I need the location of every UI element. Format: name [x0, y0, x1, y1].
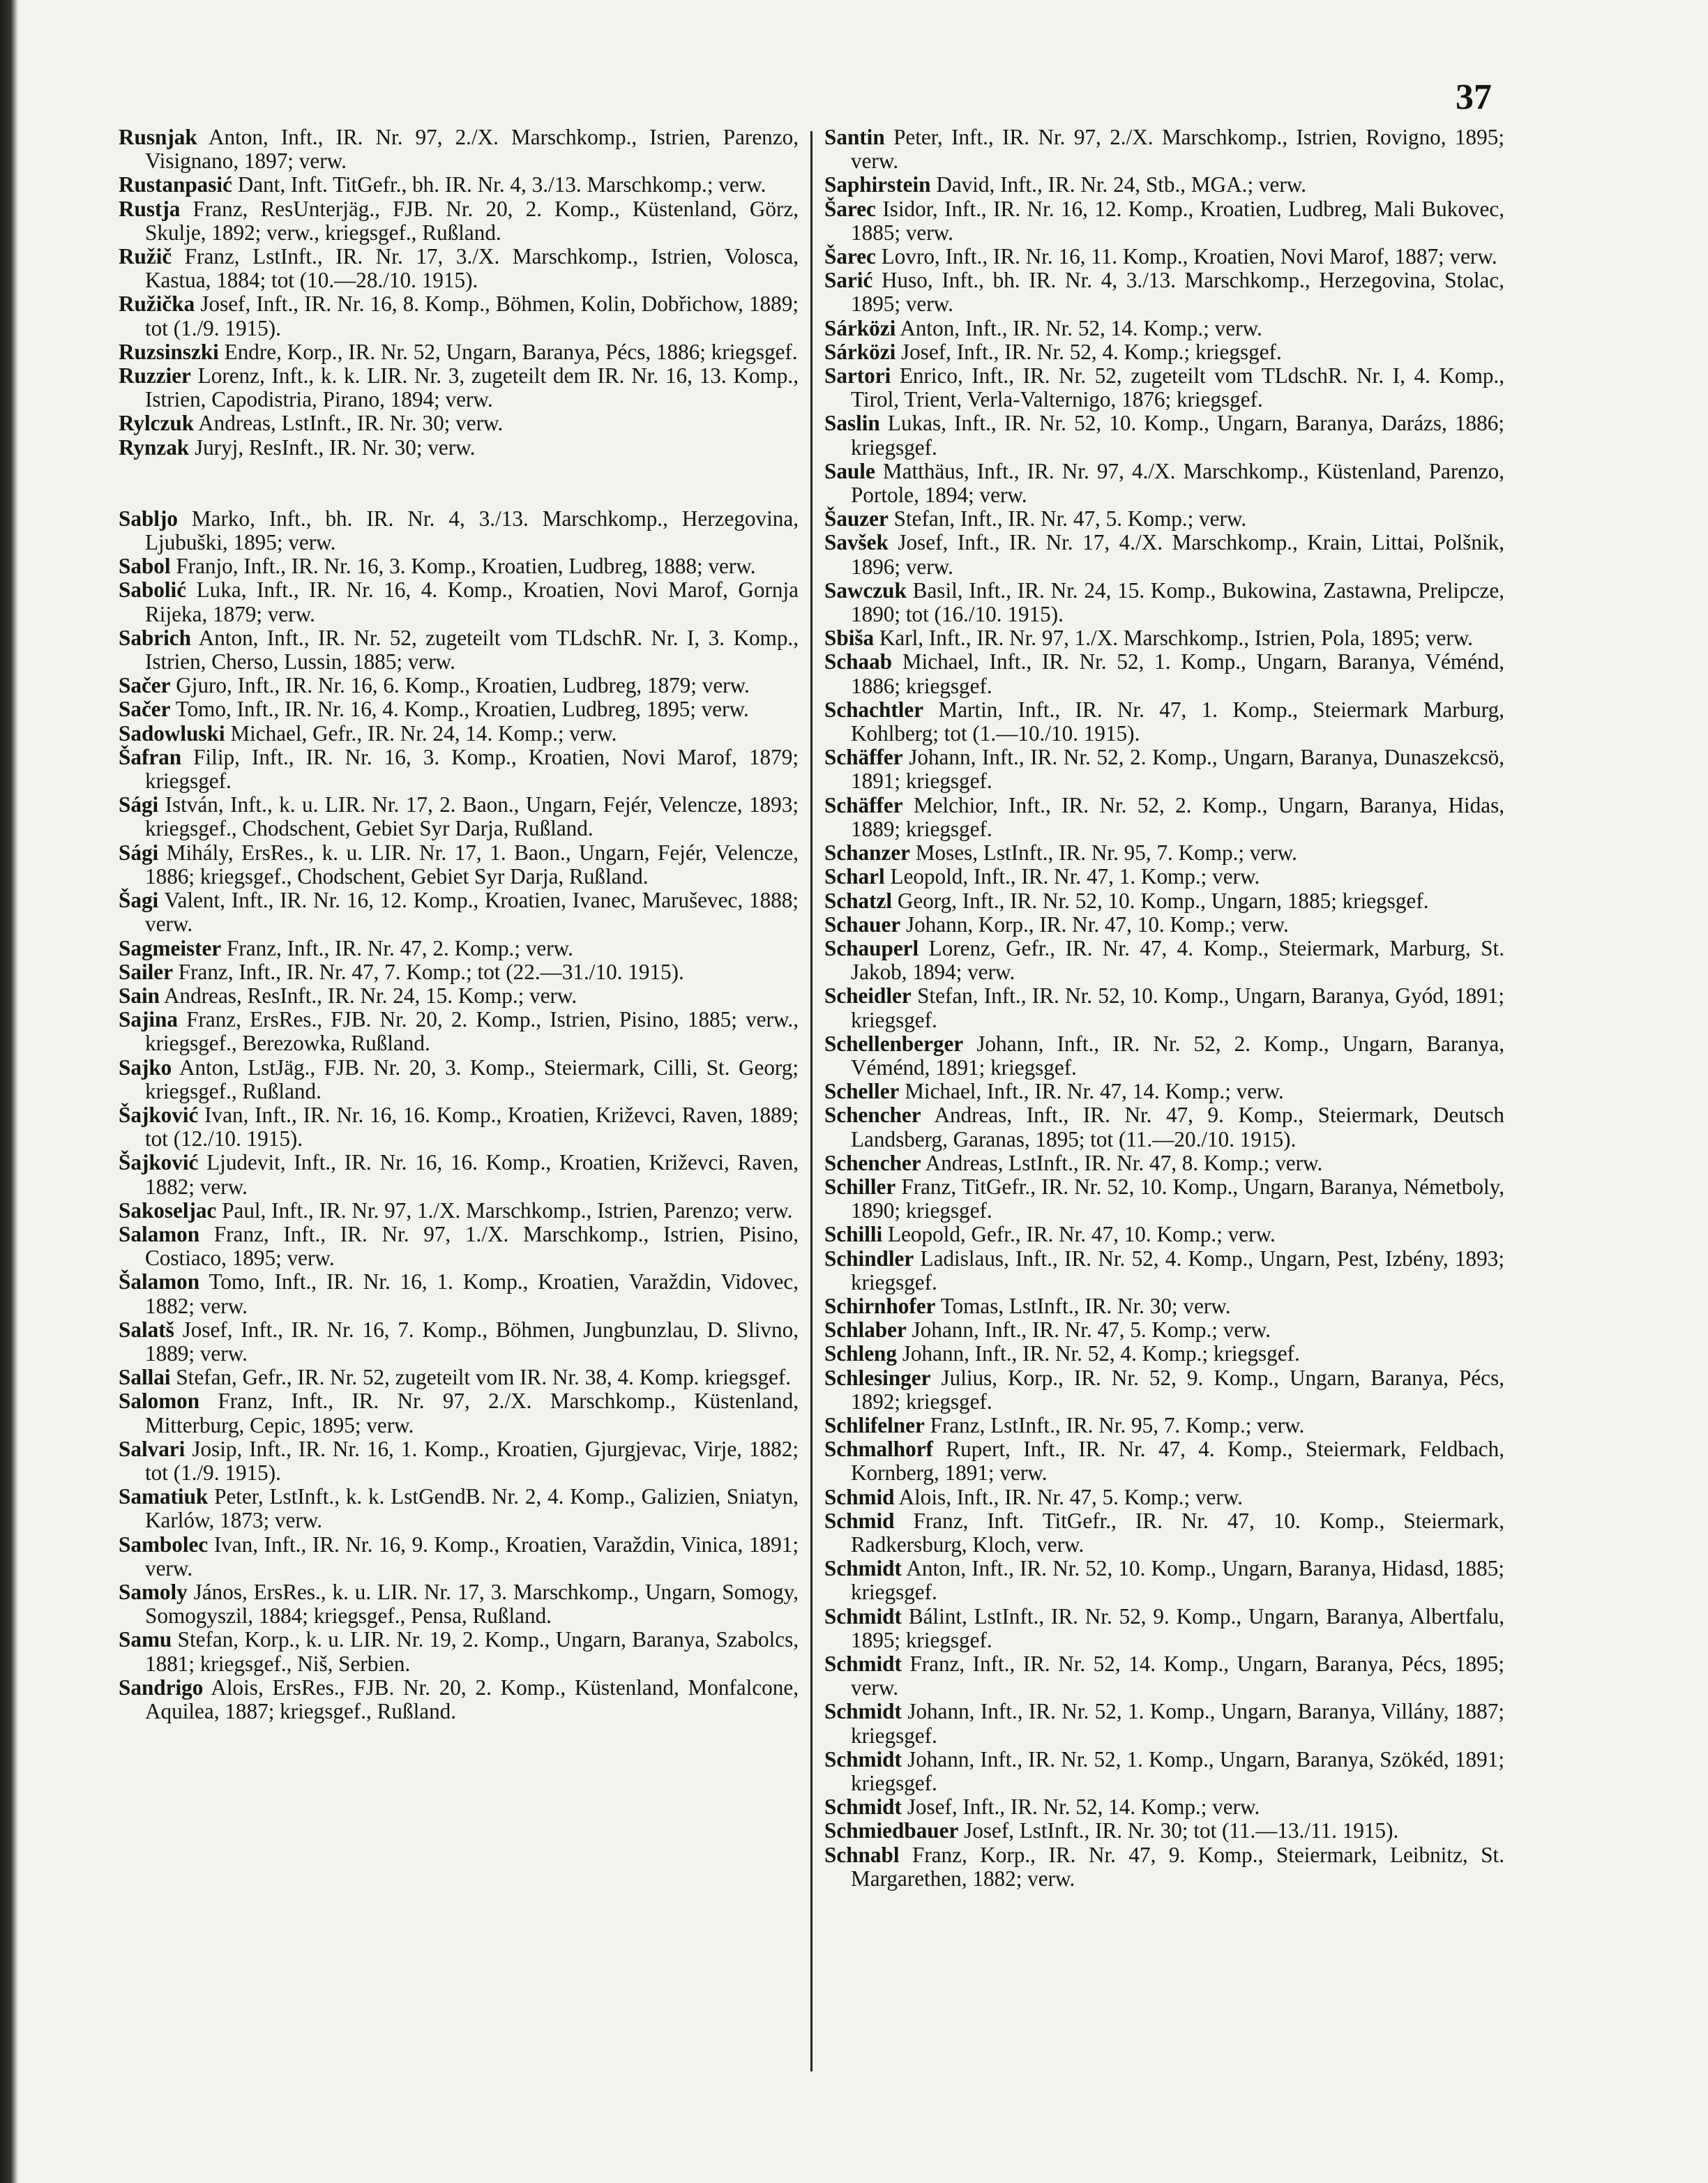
entry-surname: Sabol — [119, 554, 171, 579]
right-column — [824, 126, 1504, 1891]
entry-surname: Šafran — [119, 744, 182, 769]
entry-surname: Saphirstein — [824, 172, 931, 197]
entry-details: Moses, LstInft., IR. Nr. 95, 7. Komp.; verw. — [915, 840, 1297, 866]
entry-surname: Samu — [119, 1627, 172, 1652]
entry-details: Ivan, Inft., IR. Nr. 16, 16. Komp., Kroatien, Križevci, Raven, 1889; tot (12./10. 1915). — [145, 1102, 799, 1151]
entry-surname: Sawczuk — [824, 577, 907, 603]
entry-surname: Sbiša — [824, 626, 875, 651]
casualty-entry — [824, 1223, 1504, 1246]
entry-surname: Šajković — [119, 1102, 199, 1127]
entry-surname: Sági — [119, 792, 159, 817]
entry-surname: Schäffer — [824, 792, 903, 817]
page-binding-edge — [0, 0, 18, 2183]
casualty-entry — [824, 1032, 1504, 1080]
casualty-entry — [119, 1199, 799, 1223]
casualty-entry — [119, 1437, 799, 1485]
entry-surname: Sailer — [119, 959, 173, 984]
casualty-entry — [119, 674, 799, 697]
entry-surname: Šauzer — [824, 506, 889, 531]
entry-surname: Schmidt — [824, 1603, 902, 1629]
entry-details: Michael, Gefr., IR. Nr. 24, 14. Komp.; verw. — [230, 720, 617, 746]
entry-surname: Schmidt — [824, 1556, 902, 1581]
casualty-entry — [824, 1557, 1504, 1604]
entry-details: Stefan, Inft., IR. Nr. 52, 10. Komp., Ungarn, Baranya, Gyód, 1891; kriegsgef. — [851, 983, 1505, 1032]
entry-surname: Schmidt — [824, 1652, 902, 1676]
entry-surname: Santin — [824, 125, 885, 149]
entry-details: Johann, Inft., IR. Nr. 52, 2. Komp., Ungarn, Baranya, Véménd, 1891; kriegsgef. — [851, 1031, 1504, 1080]
entry-surname: Sárközi — [824, 339, 896, 364]
entry-details: Franz, TitGefr., IR. Nr. 52, 10. Komp., Ungarn, Baranya, Németboly, 1890; kriegsgef. — [851, 1174, 1504, 1223]
entry-surname: Rylczuk — [119, 411, 195, 436]
entry-details: Franz, Inft., IR. Nr. 47, 7. Komp.; tot (22.—31./10. 1915). — [178, 959, 684, 984]
entry-details: Alois, Inft., IR. Nr. 47, 5. Komp.; verw. — [898, 1484, 1244, 1509]
entry-surname: Scharl — [824, 864, 885, 889]
casualty-entry — [824, 1795, 1504, 1819]
casualty-entry — [119, 554, 799, 578]
entry-details: Franz, Inft., IR. Nr. 97, 1./X. Marschkomp., Istrien, Pisino, Costiaco, 1895; verw. — [145, 1221, 799, 1271]
left-column-section-r — [119, 126, 799, 460]
casualty-entry — [119, 1151, 799, 1198]
entry-details: Georg, Inft., IR. Nr. 52, 10. Komp., Ungarn, 1885; kriegsgef. — [897, 888, 1429, 913]
entry-details: Bálint, LstInft., IR. Nr. 52, 9. Komp., Ungarn, Baranya, Albertfalu, 1895; kriegsgef. — [851, 1603, 1504, 1652]
entry-details: Ladislaus, Inft., IR. Nr. 52, 4. Komp., Ungarn, Pest, Izbény, 1893; kriegsgef. — [851, 1246, 1505, 1294]
casualty-entry — [119, 1389, 799, 1437]
entry-details: Filip, Inft., IR. Nr. 16, 3. Komp., Kroatien, Novi Marof, 1879; kriegsgef. — [145, 744, 799, 794]
casualty-entry — [119, 960, 799, 984]
casualty-entry — [119, 1580, 799, 1628]
entry-surname: Schmidt — [824, 1699, 902, 1724]
entry-details: István, Inft., k. u. LIR. Nr. 17, 2. Baon., Ungarn, Fejér, Velencze, 1893; kriegsgef., Chodschent, Gebiet Syr Darja, Rußland. — [145, 792, 799, 841]
entry-surname: Šalamon — [119, 1269, 200, 1294]
casualty-entry — [824, 937, 1504, 984]
entry-surname: Schaab — [824, 649, 893, 674]
entry-surname: Schmid — [824, 1484, 895, 1509]
casualty-entry — [824, 1294, 1504, 1318]
casualty-entry — [824, 1486, 1504, 1509]
casualty-entry — [119, 411, 799, 435]
entry-details: Leopold, Gefr., IR. Nr. 47, 10. Komp.; verw. — [888, 1222, 1276, 1247]
entry-surname: Sain — [119, 983, 160, 1008]
entry-surname: Sajko — [119, 1055, 172, 1080]
entry-details: Valent, Inft., IR. Nr. 16, 12. Komp., Kroatien, Ivanec, Maruševec, 1888; verw. — [145, 888, 799, 937]
entry-details: Tomo, Inft., IR. Nr. 16, 1. Komp., Kroatien, Varaždin, Vidovec, 1882; verw. — [145, 1269, 799, 1318]
entry-details: Lorenz, Gefr., IR. Nr. 47, 4. Komp., Steiermark, Marburg, St. Jakob, 1894; verw. — [851, 935, 1505, 985]
casualty-entry — [824, 746, 1504, 793]
casualty-entry — [119, 126, 799, 173]
entry-details: Peter, LstInft., k. k. LstGendB. Nr. 2, 4. Komp., Galizien, Sniatyn, Karlów, 1873; verw. — [145, 1484, 799, 1533]
entry-details: Franjo, Inft., IR. Nr. 16, 3. Komp., Kroatien, Ludbreg, 1888; verw. — [176, 554, 756, 579]
entry-details: Franz, ResUnterjäg., FJB. Nr. 20, 2. Komp., Küstenland, Görz, Skulje, 1892; verw., kriegsgef., Rußland. — [145, 196, 799, 245]
entry-details: Josef, LstInft., IR. Nr. 30; tot (11.—13./11. 1915). — [964, 1818, 1399, 1843]
casualty-entry — [119, 578, 799, 626]
entry-surname: Schanzer — [824, 840, 910, 866]
entry-details: David, Inft., IR. Nr. 24, Stb., MGA.; verw. — [936, 172, 1307, 197]
entry-details: Josip, Inft., IR. Nr. 16, 1. Komp., Kroatien, Gjurgjevac, Virje, 1882; tot (1./9. 1915). — [145, 1436, 799, 1485]
entry-surname: Šagi — [119, 888, 159, 913]
entry-surname: Šajković — [119, 1150, 199, 1175]
entry-details: Franz, Inft. TitGefr., IR. Nr. 47, 10. Komp., Steiermark, Radkersburg, Kloch, verw. — [851, 1508, 1505, 1557]
casualty-entry — [824, 1652, 1504, 1700]
entry-surname: Samatiuk — [119, 1484, 209, 1509]
casualty-entry — [824, 269, 1504, 316]
entry-details: Paul, Inft., IR. Nr. 97, 1./X. Marschkomp., Istrien, Parenzo; verw. — [222, 1198, 793, 1223]
casualty-entry — [824, 984, 1504, 1032]
entry-details: Josef, Inft., IR. Nr. 52, 14. Komp.; verw. — [907, 1795, 1260, 1820]
casualty-entry — [119, 626, 799, 674]
entry-details: Ljudevit, Inft., IR. Nr. 16, 16. Komp., Kroatien, Križevci, Raven, 1882; verw. — [145, 1150, 799, 1199]
casualty-entry — [119, 1533, 799, 1580]
entry-surname: Schirnhofer — [824, 1293, 936, 1318]
entry-details: Franz, LstInft., IR. Nr. 95, 7. Komp.; verw. — [930, 1412, 1305, 1437]
casualty-entry — [119, 1103, 799, 1151]
casualty-entry — [119, 436, 799, 460]
casualty-entry — [119, 889, 799, 936]
casualty-entry — [119, 1485, 799, 1532]
entry-surname: Salatš — [119, 1317, 174, 1342]
entry-surname: Sartori — [824, 363, 891, 388]
casualty-entry — [824, 1700, 1504, 1747]
entry-details: Ivan, Inft., IR. Nr. 16, 9. Komp., Kroatien, Varaždin, Vinica, 1891; verw. — [145, 1532, 799, 1580]
entry-details: János, ErsRes., k. u. LIR. Nr. 17, 3. Marschkomp., Ungarn, Somogy, Somogyszil, 1884; kriegsgef., Pensa, Rußland. — [145, 1579, 799, 1629]
entry-details: Johann, Inft., IR. Nr. 52, 1. Komp., Ungarn, Baranya, Szökéd, 1891; kriegsgef. — [851, 1746, 1504, 1796]
entry-surname: Schlaber — [824, 1317, 907, 1343]
entry-surname: Sajina — [119, 1007, 178, 1032]
casualty-entry — [824, 1509, 1504, 1557]
entry-details: Johann, Inft., IR. Nr. 52, 2. Komp., Ungarn, Baranya, Dunaszekcsö, 1891; kriegsgef. — [851, 745, 1504, 794]
casualty-entry — [824, 1175, 1504, 1223]
entry-surname: Sakoseljac — [119, 1198, 217, 1223]
entry-details: Juryj, ResInft., IR. Nr. 30; verw. — [194, 435, 476, 460]
casualty-entry — [824, 411, 1504, 459]
casualty-entry — [824, 1151, 1504, 1175]
entry-details: Anton, Inft., IR. Nr. 52, 14. Komp.; verw. — [900, 315, 1262, 340]
entry-surname: Rynzak — [119, 435, 190, 460]
casualty-entry — [119, 173, 799, 197]
entry-surname: Sabolić — [119, 577, 187, 603]
entry-details: Basil, Inft., IR. Nr. 24, 15. Komp., Bukowina, Zastawna, Prelipcze, 1890; tot (16./10. 1915). — [851, 577, 1505, 627]
entry-surname: Ruzzier — [119, 363, 191, 388]
entry-details: Franz, LstInft., IR. Nr. 17, 3./X. Marschkomp., Istrien, Volosca, Kastua, 1884; tot (10.—28./10. 1915). — [145, 244, 799, 293]
entry-details: Rupert, Inft., IR. Nr. 47, 4. Komp., Steiermark, Feldbach, Kornberg, 1891; verw. — [851, 1437, 1505, 1486]
entry-details: Tomo, Inft., IR. Nr. 16, 4. Komp., Kroatien, Ludbreg, 1895; verw. — [175, 697, 749, 722]
entry-details: Tomas, LstInft., IR. Nr. 30; verw. — [940, 1293, 1231, 1318]
casualty-entry — [824, 841, 1504, 865]
entry-surname: Rustanpasić — [119, 172, 232, 197]
entry-details: Josef, Inft., IR. Nr. 52, 4. Komp.; kriegsgef. — [901, 339, 1282, 364]
casualty-entry — [824, 1414, 1504, 1437]
entry-details: Isidor, Inft., IR. Nr. 16, 12. Komp., Kroatien, Ludbreg, Mali Bukovec, 1885; verw. — [851, 196, 1504, 245]
entry-surname: Sabljo — [119, 506, 178, 531]
casualty-entry — [824, 1437, 1504, 1485]
entry-details: Johann, Inft., IR. Nr. 52, 1. Komp., Ungarn, Baranya, Villány, 1887; kriegsgef. — [851, 1699, 1504, 1748]
entry-surname: Schilli — [824, 1222, 883, 1247]
entry-surname: Sambolec — [119, 1532, 209, 1557]
entry-surname: Sačer — [119, 673, 171, 698]
entry-surname: Sárközi — [824, 315, 896, 340]
entry-surname: Schäffer — [824, 745, 903, 770]
entry-details: Luka, Inft., IR. Nr. 16, 4. Komp., Kroatien, Novi Marof, Gornja Rijeka, 1879; verw. — [145, 577, 799, 626]
casualty-entry — [824, 531, 1504, 578]
entry-surname: Savšek — [824, 530, 889, 555]
entry-details: Andreas, LstInft., IR. Nr. 47, 8. Komp.; verw. — [925, 1150, 1323, 1175]
casualty-entry — [824, 794, 1504, 841]
entry-surname: Schellenberger — [824, 1031, 964, 1056]
casualty-entry — [119, 1223, 799, 1270]
entry-surname: Sarić — [824, 268, 873, 293]
entry-surname: Salamon — [119, 1221, 200, 1246]
entry-details: Anton, LstJäg., FJB. Nr. 20, 3. Komp., Steiermark, Cilli, St. Georg; kriegsgef., Rußland. — [145, 1055, 799, 1103]
entry-details: Stefan, Gefr., IR. Nr. 52, zugeteilt vom IR. Nr. 38, 4. Komp. kriegsgef. — [176, 1365, 792, 1390]
entry-surname: Schmalhorf — [824, 1437, 933, 1462]
entry-details: Peter, Inft., IR. Nr. 97, 2./X. Marschkomp., Istrien, Rovigno, 1895; verw. — [851, 125, 1504, 174]
entry-details: Anton, Inft., IR. Nr. 97, 2./X. Marschkomp., Istrien, Parenzo, Visignano, 1897; verw. — [145, 125, 799, 174]
entry-surname: Schmid — [824, 1508, 895, 1533]
entry-details: Lorenz, Inft., k. k. LIR. Nr. 3, zugeteilt dem IR. Nr. 16, 13. Komp., Istrien, Capodistria, Pirano, 1894; verw. — [145, 363, 799, 412]
entry-details: Andreas, Inft., IR. Nr. 47, 9. Komp., Steiermark, Deutsch Landsberg, Garanas, 1895; tot (11.—20./10. 1915). — [851, 1103, 1504, 1151]
entry-surname: Schiller — [824, 1174, 896, 1199]
entry-surname: Schencher — [824, 1103, 921, 1128]
entry-surname: Salomon — [119, 1389, 200, 1414]
section-gap — [119, 460, 799, 507]
entry-details: Johann, Inft., IR. Nr. 52, 4. Komp.; kriegsgef. — [902, 1341, 1300, 1366]
entry-surname: Schencher — [824, 1150, 921, 1175]
casualty-entry — [824, 865, 1504, 889]
left-column-section-s — [119, 507, 799, 1723]
entry-details: Anton, Inft., IR. Nr. 52, 10. Komp., Ungarn, Baranya, Hidasd, 1885; kriegsgef. — [851, 1556, 1505, 1605]
casualty-entry — [824, 1748, 1504, 1795]
entry-details: Anton, Inft., IR. Nr. 52, zugeteilt vom TLdschR. Nr. I, 3. Komp., Istrien, Cherso, Lussin, 1885; verw. — [145, 625, 799, 674]
casualty-entry — [119, 841, 799, 889]
entry-details: Enrico, Inft., IR. Nr. 52, zugeteilt vom TLdschR. Nr. I, 4. Komp., Tirol, Trient, Verla-Valternigo, 1876; kriegsgef. — [851, 363, 1505, 412]
entry-surname: Schindler — [824, 1246, 914, 1271]
entry-details: Andreas, ResInft., IR. Nr. 24, 15. Komp.; verw. — [164, 983, 577, 1008]
entry-details: Marko, Inft., bh. IR. Nr. 4, 3./13. Marschkomp., Herzegovina, Ljubuški, 1895; verw. — [145, 506, 799, 555]
entry-surname: Šarec — [824, 196, 876, 221]
entry-surname: Sagmeister — [119, 935, 222, 960]
entry-details: Melchior, Inft., IR. Nr. 52, 2. Komp., Ungarn, Baranya, Hidas, 1889; kriegsgef. — [851, 792, 1504, 841]
casualty-entry — [119, 793, 799, 840]
casualty-entry — [824, 126, 1504, 173]
casualty-entry — [824, 173, 1504, 197]
casualty-entry — [119, 937, 799, 960]
entry-details: Endre, Korp., IR. Nr. 52, Ungarn, Baranya, Pécs, 1886; kriegsgef. — [224, 339, 798, 364]
casualty-entry — [824, 197, 1504, 245]
entry-surname: Schlesinger — [824, 1365, 931, 1390]
entry-surname: Sági — [119, 840, 159, 865]
entry-surname: Sallai — [119, 1365, 171, 1390]
casualty-entry — [119, 1366, 799, 1389]
column-divider — [810, 131, 813, 2071]
entry-surname: Samoly — [119, 1579, 188, 1604]
casualty-entry — [824, 1605, 1504, 1652]
casualty-entry — [119, 1676, 799, 1723]
casualty-entry — [119, 984, 799, 1008]
entry-surname: Sabrich — [119, 625, 191, 650]
casualty-entry — [824, 1247, 1504, 1294]
entry-details: Franz, ErsRes., FJB. Nr. 20, 2. Komp., Istrien, Pisino, 1885; verw., kriegsgef., Berezowka, Rußland. — [145, 1007, 799, 1056]
casualty-entry — [824, 340, 1504, 364]
entry-surname: Salvari — [119, 1436, 186, 1461]
entry-details: Karl, Inft., IR. Nr. 97, 1./X. Marschkomp., Istrien, Pola, 1895; verw. — [879, 626, 1474, 651]
casualty-entry — [824, 507, 1504, 531]
casualty-entry — [119, 722, 799, 746]
entry-details: Mihály, ErsRes., k. u. LIR. Nr. 17, 1. Baon., Ungarn, Fejér, Velencze, 1886; kriegsgef., Chodschent, Gebiet Syr Darja, Rußland. — [145, 840, 799, 889]
casualty-entry — [824, 579, 1504, 626]
entry-details: Michael, Inft., IR. Nr. 47, 14. Komp.; verw. — [905, 1079, 1284, 1104]
casualty-entry — [119, 1008, 799, 1055]
right-column-section — [824, 126, 1504, 1891]
casualty-entry — [119, 340, 799, 364]
entry-surname: Schnabl — [824, 1842, 900, 1867]
entry-details: Alois, ErsRes., FJB. Nr. 20, 2. Komp., Küstenland, Monfalcone, Aquilea, 1887; kriegsgef., Rußland. — [145, 1675, 799, 1723]
entry-surname: Šarec — [824, 244, 876, 269]
entry-details: Lukas, Inft., IR. Nr. 52, 10. Komp., Ungarn, Baranya, Darázs, 1886; kriegsgef. — [851, 411, 1505, 460]
entry-details: Andreas, LstInft., IR. Nr. 30; verw. — [198, 411, 504, 436]
entry-details: Leopold, Inft., IR. Nr. 47, 1. Komp.; verw. — [890, 864, 1260, 889]
entry-details: Franz, Inft., IR. Nr. 52, 14. Komp., Ungarn, Baranya, Pécs, 1895; verw. — [851, 1652, 1504, 1700]
casualty-entry — [824, 650, 1504, 697]
casualty-entry — [119, 197, 799, 245]
casualty-entry — [824, 1342, 1504, 1366]
casualty-entry — [119, 1270, 799, 1317]
entry-surname: Scheidler — [824, 983, 912, 1009]
casualty-entry — [119, 1628, 799, 1675]
entry-details: Michael, Inft., IR. Nr. 52, 1. Komp., Ungarn, Baranya, Véménd, 1886; kriegsgef. — [851, 649, 1504, 698]
entry-surname: Schachtler — [824, 697, 924, 722]
entry-surname: Schlifelner — [824, 1412, 925, 1437]
entry-details: Franz, Inft., IR. Nr. 97, 2./X. Marschkomp., Küstenland, Mitterburg, Cepic, 1895; verw. — [145, 1389, 799, 1437]
entry-details: Matthäus, Inft., IR. Nr. 97, 4./X. Marschkomp., Küstenland, Parenzo, Portole, 1894; verw. — [851, 458, 1504, 508]
entry-details: Lovro, Inft., IR. Nr. 16, 11. Komp., Kroatien, Novi Marof, 1887; verw. — [881, 244, 1497, 269]
casualty-entry — [824, 1318, 1504, 1342]
entry-surname: Ružič — [119, 244, 172, 269]
entry-surname: Schmidt — [824, 1795, 902, 1820]
entry-surname: Schatzl — [824, 888, 893, 913]
entry-details: Franz, Korp., IR. Nr. 47, 9. Komp., Steiermark, Leibnitz, St. Margarethen, 1882; verw. — [851, 1842, 1505, 1891]
entry-surname: Saule — [824, 458, 875, 483]
entry-details: Josef, Inft., IR. Nr. 17, 4./X. Marschkomp., Krain, Littai, Polšnik, 1896; verw. — [851, 530, 1504, 579]
casualty-entry — [824, 460, 1504, 507]
entry-details: Dant, Inft. TitGefr., bh. IR. Nr. 4, 3./13. Marschkomp.; verw. — [237, 172, 766, 197]
entry-surname: Sačer — [119, 697, 171, 722]
casualty-entry — [824, 1819, 1504, 1843]
entry-surname: Ruzsinszki — [119, 339, 219, 364]
casualty-entry — [824, 245, 1504, 269]
entry-details: Huso, Inft., bh. IR. Nr. 4, 3./13. Marschkomp., Herzegovina, Stolac, 1895; verw. — [851, 268, 1504, 317]
entry-surname: Ružička — [119, 292, 195, 317]
casualty-entry — [824, 1103, 1504, 1151]
casualty-entry — [119, 1318, 799, 1366]
entry-surname: Schmiedbauer — [824, 1818, 959, 1843]
casualty-entry — [824, 364, 1504, 411]
entry-surname: Sandrigo — [119, 1675, 204, 1700]
entry-surname: Rustja — [119, 196, 181, 221]
entry-details: Stefan, Inft., IR. Nr. 47, 5. Komp.; verw. — [893, 506, 1247, 531]
entry-surname: Schauperl — [824, 935, 919, 960]
entry-surname: Schauer — [824, 912, 901, 937]
casualty-entry — [824, 889, 1504, 913]
entry-details: Gjuro, Inft., IR. Nr. 16, 6. Komp., Kroatien, Ludbreg, 1879; verw. — [176, 673, 750, 698]
casualty-entry — [119, 364, 799, 411]
left-column — [119, 126, 799, 1723]
entry-surname: Rusnjak — [119, 125, 197, 149]
casualty-entry — [119, 245, 799, 292]
entry-details: Martin, Inft., IR. Nr. 47, 1. Komp., Steiermark Marburg, Kohlberg; tot (1.—10./10. 1915). — [851, 697, 1505, 746]
casualty-entry — [119, 292, 799, 340]
casualty-entry — [824, 698, 1504, 746]
entry-surname: Schleng — [824, 1341, 897, 1366]
casualty-entry — [119, 697, 799, 721]
casualty-entry — [824, 317, 1504, 340]
entry-details: Josef, Inft., IR. Nr. 16, 7. Komp., Böhmen, Jungbunzlau, D. Slivno, 1889; verw. — [145, 1317, 799, 1366]
entry-details: Johann, Korp., IR. Nr. 47, 10. Komp.; verw. — [905, 912, 1289, 937]
entry-surname: Saslin — [824, 411, 880, 436]
casualty-entry — [824, 1366, 1504, 1414]
casualty-entry — [824, 1843, 1504, 1891]
entry-details: Stefan, Korp., k. u. LIR. Nr. 19, 2. Komp., Ungarn, Baranya, Szabolcs, 1881; kriegsgef., Niš, Serbien. — [145, 1627, 799, 1676]
casualty-entry — [119, 1056, 799, 1103]
casualty-entry — [119, 507, 799, 554]
entry-surname: Scheller — [824, 1079, 900, 1104]
entry-details: Julius, Korp., IR. Nr. 52, 9. Komp., Ungarn, Baranya, Pécs, 1892; kriegsgef. — [851, 1365, 1505, 1414]
entry-details: Franz, Inft., IR. Nr. 47, 2. Komp.; verw. — [227, 935, 573, 960]
casualty-entry — [824, 626, 1504, 650]
casualty-entry — [824, 1080, 1504, 1103]
page-number: 37 — [1456, 77, 1492, 117]
casualty-entry — [119, 746, 799, 793]
entry-details: Johann, Inft., IR. Nr. 47, 5. Komp.; verw. — [912, 1317, 1271, 1343]
casualty-entry — [824, 913, 1504, 937]
entry-surname: Schmidt — [824, 1746, 902, 1772]
entry-details: Josef, Inft., IR. Nr. 16, 8. Komp., Böhmen, Kolin, Dobřichow, 1889; tot (1./9. 1915). — [145, 292, 799, 340]
entry-surname: Sadowluski — [119, 720, 225, 746]
